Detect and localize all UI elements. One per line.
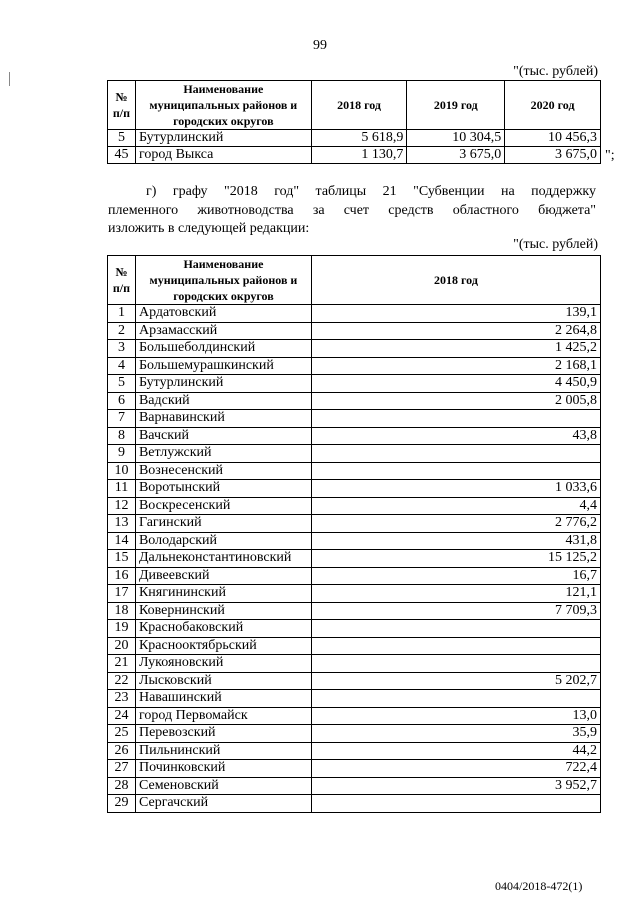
row-number: 5: [108, 130, 136, 147]
amount-cell: 10 456,3: [505, 130, 601, 147]
table-row: [108, 585, 601, 603]
table-row: [108, 690, 601, 708]
document-code: 0404/2018-472(1): [495, 879, 583, 893]
district-name: Краснобаковский: [135, 620, 311, 638]
table-subsidies-1: [107, 80, 601, 164]
district-name: Варнавинский: [135, 410, 311, 428]
amount-cell: [311, 637, 600, 655]
district-name: Краснооктябрьский: [135, 637, 311, 655]
district-name: Починковский: [135, 760, 311, 778]
district-name: Большеболдинский: [135, 340, 311, 358]
row-number: 10: [108, 462, 136, 480]
table-row: [108, 637, 601, 655]
row-number: 7: [108, 410, 136, 428]
amount-cell: 2 264,8: [311, 322, 600, 340]
row-number: 5: [108, 375, 136, 393]
row-number: 25: [108, 725, 136, 743]
amount-cell: 4,4: [311, 497, 600, 515]
district-name: Ковернинский: [135, 602, 311, 620]
district-name: Володарский: [135, 532, 311, 550]
district-name: Большемурашкинский: [135, 357, 311, 375]
row-number: 2: [108, 322, 136, 340]
amount-cell: 10 304,5: [407, 130, 505, 147]
row-number: 12: [108, 497, 136, 515]
table-row: [108, 480, 601, 498]
district-name: Лысковский: [135, 672, 311, 690]
row-number: 23: [108, 690, 136, 708]
table-row: [108, 655, 601, 673]
units-label: "(тыс. рублей): [513, 64, 598, 79]
amount-cell: 2 005,8: [311, 392, 600, 410]
row-number: 20: [108, 637, 136, 655]
row-number: 18: [108, 602, 136, 620]
table-row: [108, 130, 601, 147]
amount-cell: 16,7: [311, 567, 600, 585]
district-name: Перевозский: [135, 725, 311, 743]
district-name: город Выкса: [135, 147, 311, 164]
amount-cell: 139,1: [311, 305, 600, 323]
amount-cell: 3 675,0: [505, 147, 601, 164]
table-row: [108, 147, 601, 164]
header-2018: 2018 год: [311, 81, 407, 130]
amount-cell: 35,9: [311, 725, 600, 743]
amount-cell: 4 450,9: [311, 375, 600, 393]
paragraph-line-2: племенного животноводства за счет средств областного бюджета": [108, 202, 596, 218]
paragraph-line-1: г) графу "2018 год" таблицы 21 "Субвенции на поддержку: [146, 184, 596, 199]
row-number: 27: [108, 760, 136, 778]
row-number: 3: [108, 340, 136, 358]
table-row: [108, 427, 601, 445]
table-row: [108, 672, 601, 690]
amount-cell: [311, 655, 600, 673]
row-number: 45: [108, 147, 136, 164]
units-label-2: "(тыс. рублей): [513, 237, 598, 252]
amount-cell: 1 033,6: [311, 480, 600, 498]
amount-cell: [311, 690, 600, 708]
amount-cell: 3 675,0: [407, 147, 505, 164]
table-row: [108, 462, 601, 480]
amendment-paragraph: [108, 183, 596, 239]
district-name: Вознесенский: [135, 462, 311, 480]
table-row: [108, 357, 601, 375]
district-name: Воротынский: [135, 480, 311, 498]
table-row: [108, 532, 601, 550]
header-number: № п/п: [108, 256, 136, 305]
amount-cell: 15 125,2: [311, 550, 600, 568]
row-number: 1: [108, 305, 136, 323]
row-number: 17: [108, 585, 136, 603]
header-number: № п/п: [108, 81, 136, 130]
district-name: Ветлужский: [135, 445, 311, 463]
header-2018: 2018 год: [311, 256, 600, 305]
row-number: 15: [108, 550, 136, 568]
district-name: Сергачский: [135, 795, 311, 813]
row-number: 26: [108, 742, 136, 760]
amount-cell: 43,8: [311, 427, 600, 445]
district-name: Вадский: [135, 392, 311, 410]
table-subsidies-21: [107, 255, 601, 813]
table-row: [108, 742, 601, 760]
table-row: [108, 322, 601, 340]
paragraph-line-3: изложить в следующей редакции:: [108, 221, 310, 236]
table-row: [108, 760, 601, 778]
district-name: Бутурлинский: [135, 375, 311, 393]
district-name: Дивеевский: [135, 567, 311, 585]
row-number: 6: [108, 392, 136, 410]
table-row: [108, 375, 601, 393]
row-number: 4: [108, 357, 136, 375]
amount-cell: 2 168,1: [311, 357, 600, 375]
row-number: 16: [108, 567, 136, 585]
district-name: город Первомайск: [135, 707, 311, 725]
amount-cell: [311, 462, 600, 480]
district-name: Гагинский: [135, 515, 311, 533]
district-name: Воскресенский: [135, 497, 311, 515]
table-row: [108, 515, 601, 533]
table-row: [108, 392, 601, 410]
table-row: [108, 725, 601, 743]
amount-cell: 1 130,7: [311, 147, 407, 164]
closing-quote: ";: [605, 148, 615, 163]
row-number: 9: [108, 445, 136, 463]
table-row: [108, 707, 601, 725]
header-name: Наименование муниципальных районов и городских округов: [135, 81, 311, 130]
amount-cell: 7 709,3: [311, 602, 600, 620]
amount-cell: [311, 445, 600, 463]
amount-cell: 121,1: [311, 585, 600, 603]
table-row: [108, 497, 601, 515]
header-2019: 2019 год: [407, 81, 505, 130]
district-name: Навашинский: [135, 690, 311, 708]
row-number: 19: [108, 620, 136, 638]
district-name: Княгининский: [135, 585, 311, 603]
amount-cell: [311, 795, 600, 813]
row-number: 28: [108, 777, 136, 795]
district-name: Вачский: [135, 427, 311, 445]
amount-cell: 44,2: [311, 742, 600, 760]
amount-cell: 431,8: [311, 532, 600, 550]
row-number: 13: [108, 515, 136, 533]
table-row: [108, 550, 601, 568]
row-number: 14: [108, 532, 136, 550]
district-name: Арзамасский: [135, 322, 311, 340]
table-row: [108, 445, 601, 463]
amount-cell: 2 776,2: [311, 515, 600, 533]
district-name: Пильнинский: [135, 742, 311, 760]
row-number: 24: [108, 707, 136, 725]
table-row: [108, 795, 601, 813]
table-row: [108, 410, 601, 428]
table-row: [108, 305, 601, 323]
table-row: [108, 567, 601, 585]
row-number: 8: [108, 427, 136, 445]
row-number: 29: [108, 795, 136, 813]
district-name: Семеновский: [135, 777, 311, 795]
header-name: Наименование муниципальных районов и городских округов: [135, 256, 311, 305]
row-number: 21: [108, 655, 136, 673]
amount-cell: 1 425,2: [311, 340, 600, 358]
table-row: [108, 602, 601, 620]
district-name: Ардатовский: [135, 305, 311, 323]
amount-cell: [311, 410, 600, 428]
amount-cell: 5 618,9: [311, 130, 407, 147]
row-number: 22: [108, 672, 136, 690]
amount-cell: 722,4: [311, 760, 600, 778]
page-number: 99: [313, 38, 327, 53]
district-name: Дальнеконстантиновский: [135, 550, 311, 568]
amount-cell: [311, 620, 600, 638]
amount-cell: 13,0: [311, 707, 600, 725]
district-name: Бутурлинский: [135, 130, 311, 147]
row-number: 11: [108, 480, 136, 498]
table-row: [108, 340, 601, 358]
amount-cell: 3 952,7: [311, 777, 600, 795]
table-row: [108, 620, 601, 638]
header-2020: 2020 год: [505, 81, 601, 130]
district-name: Лукояновский: [135, 655, 311, 673]
amount-cell: 5 202,7: [311, 672, 600, 690]
table-row: [108, 777, 601, 795]
margin-mark: [9, 72, 10, 86]
